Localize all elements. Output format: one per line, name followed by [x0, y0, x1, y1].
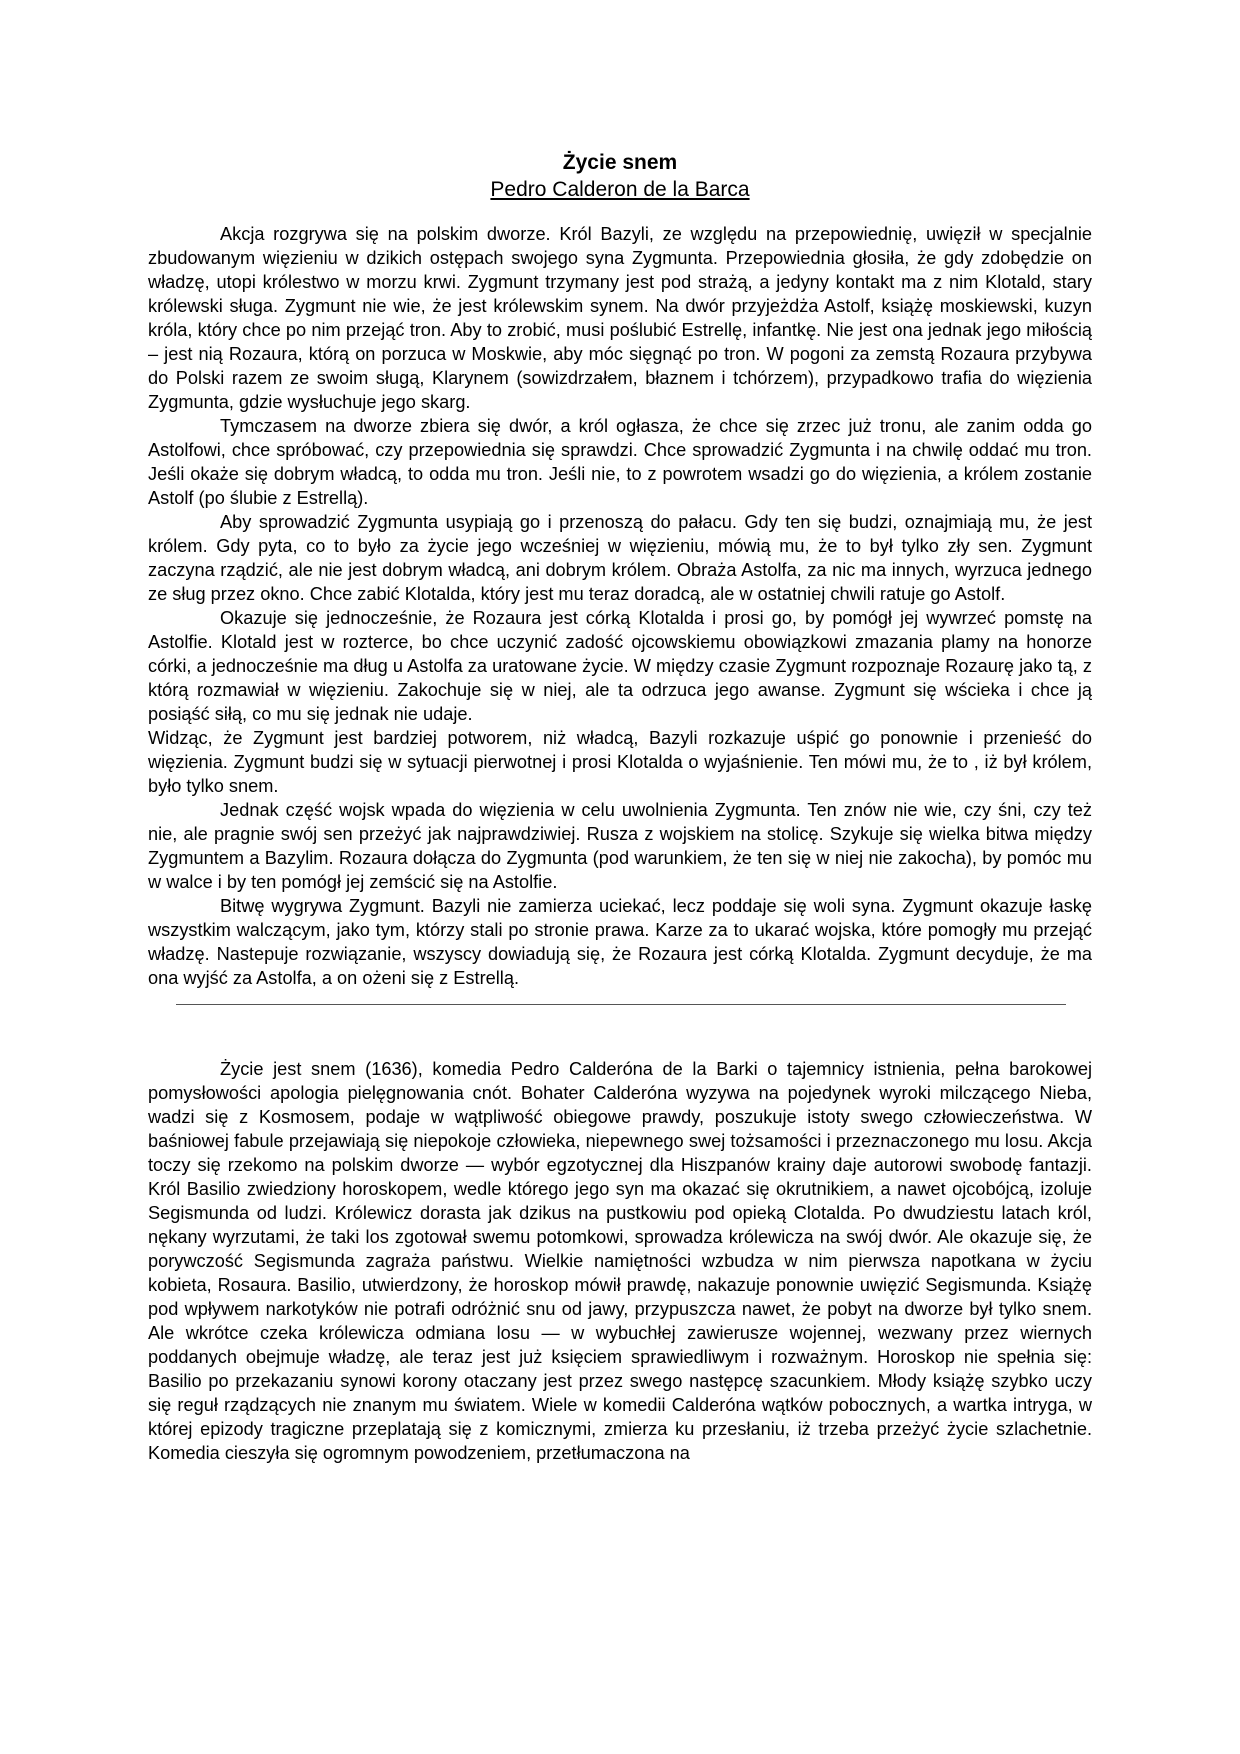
paragraph-2: Tymczasem na dworze zbiera się dwór, a król ogłasza, że chce się zrzec już tronu, ale zanim odda go Astolfowi, chce spróbować, czy przepowiednia się sprawdzi. Chce sprowadzić Zygmunta i na chwilę oddać mu tron. Jeśli okaże się dobrym władcą, to odda mu tron. Jeśli nie, to z powrotem wsadzi go do więzienia, a królem zostanie Astolf (po ślubie z Estrellą).: [148, 416, 1092, 508]
paragraph-4: Okazuje się jednocześnie, że Rozaura jest córką Klotalda i prosi go, by pomógł jej wywrzeć pomstę na Astolfie. Klotald jest w rozterce, bo chce uczynić zadość ojcowskiemu obowiązkowi zmazania plamy na honorze córki, a jednocześnie ma dług u Astolfa za uratowane życie. W między czasie Zygmunt rozpoznaje Rozaurę jako tą, z którą rozmawiał w więzieniu. Zakochuje się w niej, ale ta odrzuca jego awanse. Zygmunt się wścieka i chce ją posiąść siłą, co mu się jednak nie udaje.: [148, 608, 1092, 724]
second-section-paragraph: Życie jest snem (1636), komedia Pedro Calderóna de la Barki o tajemnicy istnienia, pełna barokowej pomysłowości apologia pielęgnowania cnót. Bohater Calderóna wyzywa na pojedynek wyroki milczącego Nieba, wadzi się z Kosmosem, podaje w wątpliwość obiegowe prawdy, poszukuje istoty swego człowieczeństwa. W baśniowej fabule przejawiają się niepokoje człowieka, niepewnego swej tożsamości i przeznaczonego mu losu. Akcja toczy się rzekomo na polskim dworze — wybór egzotycznej dla Hiszpanów krainy daje autorowi swobodę fantazji. Król Basilio zwiedziony horoskopem, wedle którego jego syn ma okazać się okrutnikiem, a nawet ojcobójcą, izoluje Segismunda od ludzi. Królewicz dorasta jak dzikus na pustkowiu pod opieką Clotalda. Po dwudziestu latach król, nękany wyrzutami, że taki los zgotował swemu potomkowi, sprowadza królewicza na swój dwór. Ale okazuje się, że porywczość Segismunda zagraża państwu. Wielkie namiętności wzbudza w nim pierwsza napotkana w życiu kobieta, Rosaura. Basilio, utwierdzony, że horoskop mówił prawdę, nakazuje ponownie uwięzić Segismunda. Książę pod wpływem narkotyków nie potrafi odróżnić snu od jawy, przypuszcza nawet, że pobyt na dworze był tylko snem. Ale wkrótce czeka królewicza odmiana losu — w wybuchłej zawierusze wojennej, wezwany przez wiernych poddanych obejmuje władzę, ale teraz jest już księciem sprawiedliwym i rozważnym. Horoskop nie spełnia się: Basilio po przekazaniu synowi korony otaczany jest przez swego następcę szacunkiem. Młody książę szybko uczy się reguł rządzących nie znanym mu światem. Wiele w komedii Calderóna wątków pobocznych, a wartka intryga, w której epizody tragiczne przeplatają się z komicznymi, zmierza ku przesłaniu, iż trzeba przeżyć życie szlachetnie. Komedia cieszyła się ogromnym powodzeniem, przetłumaczona na: [148, 1059, 1092, 1463]
paragraph-3: Aby sprowadzić Zygmunta usypiają go i przenoszą do pałacu. Gdy ten się budzi, oznajmiają mu, że jest królem. Gdy pyta, co to było za życie jego wcześniej w więzieniu, mówią mu, że to był tylko zły sen. Zygmunt zaczyna rządzić, ale nie jest dobrym władcą, ani dobrym królem. Obraża Astolfa, za nic ma innych, wyrzuca jednego ze sług przez okno. Chce zabić Klotalda, który jest mu teraz doradcą, ale w ostatniej chwili ratuje go Astolf.: [148, 512, 1092, 604]
section-divider: [176, 1004, 1066, 1005]
document-subtitle: Pedro Calderon de la Barca: [490, 178, 750, 201]
document-title: Życie snem: [562, 151, 678, 174]
paragraph-7: Bitwę wygrywa Zygmunt. Bazyli nie zamierza uciekać, lecz poddaje się woli syna. Zygmunt okazuje łaskę wszystkim walczącym, jako tym, którzy stali po stronie prawa. Karze za to ukarać wojska, które pomogły mu przejąć władzę. Nastepuje rozwiązanie, wszyscy dowiadują się, że Rozaura jest córką Klotalda. Zygmunt decyduje, że ma ona wyjść za Astolfa, a on ożeni się z Estrellą.: [148, 896, 1092, 988]
document-content: [148, 150, 1092, 1465]
paragraph-1: Akcja rozgrywa się na polskim dworze. Król Bazyli, ze względu na przepowiednię, uwięził w specjalnie zbudowanym więzieniu w dzikich ostępach swojego syna Zygmunta. Przepowiednia głosiła, że gdy zdobędzie on władzę, utopi królestwo w morzu krwi. Zygmunt trzymany jest pod strażą, a jedyny kontakt ma z nim Klotald, stary królewski sługa. Zygmunt nie wie, że jest królewskim synem. Na dwór przyjeżdża Astolf, książę moskiewski, kuzyn króla, który chce po nim przejąć tron. Aby to zrobić, musi poślubić Estrellę, infantkę. Nie jest ona jednak jego miłością – jest nią Rozaura, którą on porzuca w Moskwie, aby móc sięgnąć po tron. W pogoni za zemstą Rozaura przybywa do Polski razem ze swoim sługą, Klarynem (sowizdrzałem, błaznem i tchórzem), przypadkowo trafia do więzienia Zygmunta, gdzie wysłuchuje jego skarg.: [148, 224, 1092, 412]
paragraph-5: Widząc, że Zygmunt jest bardziej potworem, niż władcą, Bazyli rozkazuje uśpić go ponownie i przenieść do więzienia. Zygmunt budzi się w sytuacji pierwotnej i prosi Klotalda o wyjaśnienie. Ten mówi mu, że to , iż był królem, było tylko snem.: [148, 728, 1092, 796]
paragraph-6: Jednak część wojsk wpada do więzienia w celu uwolnienia Zygmunta. Ten znów nie wie, czy śni, czy też nie, ale pragnie swój sen przeżyć jak najprawdziwiej. Rusza z wojskiem na stolicę. Szykuje się wielka bitwa między Zygmuntem a Bazylim. Rozaura dołącza do Zygmunta (pod warunkiem, że ten się w niej nie zakocha), by pomóc mu w walce i by ten pomógł jej zemścić się na Astolfie.: [148, 800, 1092, 892]
